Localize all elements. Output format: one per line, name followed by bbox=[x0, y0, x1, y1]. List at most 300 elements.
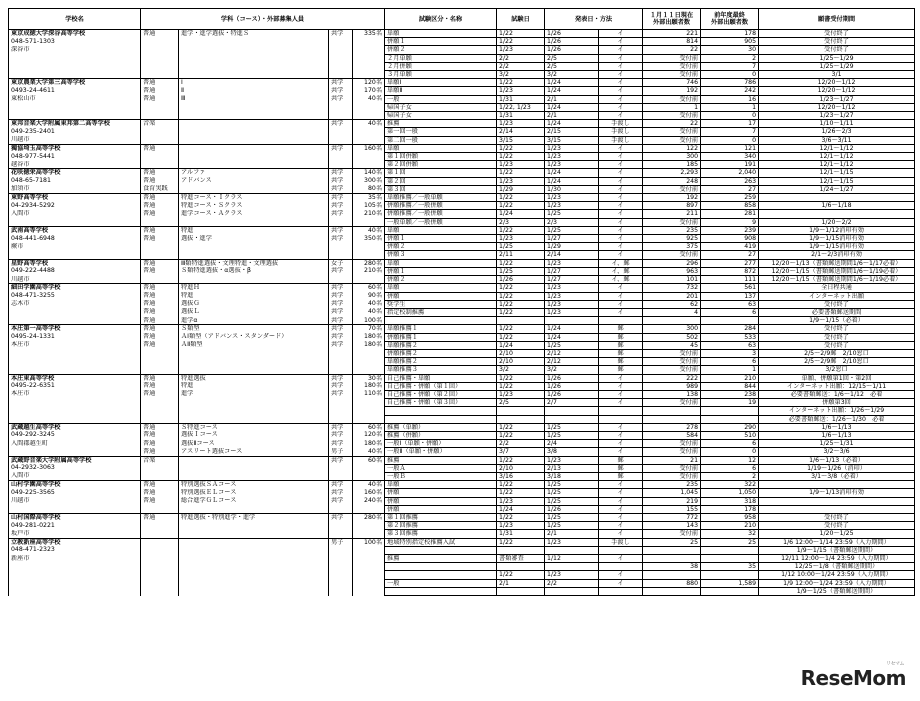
school-info-cell bbox=[9, 587, 141, 595]
header-current-applicants: １月１１日現在 外部出願者数 bbox=[643, 9, 701, 30]
dept-gender-cell bbox=[329, 218, 353, 226]
table-row bbox=[9, 120, 915, 128]
exam-date-cell: 1/23 bbox=[497, 46, 545, 54]
current-applicants-cell bbox=[643, 546, 701, 554]
dept-course-cell: 選抜Ｉコース bbox=[179, 431, 329, 439]
dept-field-cell: 普通 bbox=[141, 194, 179, 202]
school-info-cell: 新座市 bbox=[9, 555, 141, 563]
dept-course-cell bbox=[179, 505, 329, 513]
dept-capacity-cell bbox=[353, 415, 385, 423]
table-row bbox=[9, 62, 915, 70]
exam-date-cell: 2/11 bbox=[497, 251, 545, 259]
school-info-cell: 星野高等学校 bbox=[9, 259, 141, 267]
dept-field-cell: 普通 bbox=[141, 300, 179, 308]
school-info-cell: 川越市 bbox=[9, 276, 141, 284]
exam-date-cell: 1/31 bbox=[497, 112, 545, 120]
announce-date-cell: 2/5 bbox=[545, 54, 599, 62]
exam-name-cell: 第１回併願 bbox=[385, 153, 497, 161]
exam-name-cell: ２月単願 bbox=[385, 54, 497, 62]
dept-gender-cell bbox=[329, 415, 353, 423]
table-row bbox=[9, 218, 915, 226]
announce-method-cell: イ bbox=[599, 489, 643, 497]
exam-name-cell: 推薦 bbox=[385, 120, 497, 128]
table-row bbox=[9, 177, 915, 185]
dept-course-cell: アルファ bbox=[179, 169, 329, 177]
dept-capacity-cell: 350名 bbox=[353, 235, 385, 243]
application-period-cell: 単願、併願第1回・第2回 bbox=[759, 374, 915, 382]
last-year-applicants-cell: 277 bbox=[701, 259, 759, 267]
school-info-cell bbox=[9, 563, 141, 571]
dept-course-cell: 特進選抜・特別進学・進学 bbox=[179, 513, 329, 521]
application-period-cell: 1/6～1/13 bbox=[759, 423, 915, 431]
dept-field-cell: 普通 bbox=[141, 267, 179, 275]
dept-gender-cell: 共学 bbox=[329, 513, 353, 521]
announce-method-cell bbox=[599, 317, 643, 325]
dept-course-cell bbox=[179, 161, 329, 169]
dept-course-cell bbox=[179, 112, 329, 120]
exam-name-cell: 第３回 bbox=[385, 185, 497, 193]
school-info-cell: 坂戸市 bbox=[9, 530, 141, 538]
table-row bbox=[9, 284, 915, 292]
table-row bbox=[9, 71, 915, 79]
announce-method-cell: イ bbox=[599, 382, 643, 390]
announce-method-cell: 郵 bbox=[599, 349, 643, 357]
announce-method-cell: イ bbox=[599, 481, 643, 489]
school-info-cell: 049-292-3245 bbox=[9, 431, 141, 439]
current-applicants-cell: 受付前 bbox=[643, 218, 701, 226]
dept-field-cell: 普通 bbox=[141, 210, 179, 218]
table-row bbox=[9, 481, 915, 489]
dept-gender-cell: 共学 bbox=[329, 169, 353, 177]
header-exam-date: 試験日 bbox=[497, 9, 545, 30]
dept-gender-cell: 共学 bbox=[329, 284, 353, 292]
dept-course-cell bbox=[179, 251, 329, 259]
current-applicants-cell: 192 bbox=[643, 87, 701, 95]
application-period-cell: 受付終了 bbox=[759, 341, 915, 349]
last-year-applicants-cell: 318 bbox=[701, 497, 759, 505]
application-period-cell: 受付終了 bbox=[759, 30, 915, 38]
school-info-cell: 049-222-4488 bbox=[9, 267, 141, 275]
dept-course-cell: 総合進学ＧＬコース bbox=[179, 497, 329, 505]
announce-method-cell: イ bbox=[599, 390, 643, 398]
application-period-cell: 1/19～1/26（消印） bbox=[759, 464, 915, 472]
current-applicants-cell: 248 bbox=[643, 177, 701, 185]
last-year-applicants-cell: 32 bbox=[701, 530, 759, 538]
table-row bbox=[9, 374, 915, 382]
exam-date-cell: 3/2 bbox=[497, 366, 545, 374]
school-info-cell: 獨協埼玉高等学校 bbox=[9, 144, 141, 152]
dept-gender-cell: 女子 bbox=[329, 259, 353, 267]
application-period-cell: インターネット出願 bbox=[759, 292, 915, 300]
dept-capacity-cell bbox=[353, 251, 385, 259]
last-year-applicants-cell: 786 bbox=[701, 79, 759, 87]
exam-date-cell: 1/23 bbox=[497, 497, 545, 505]
dept-gender-cell bbox=[329, 161, 353, 169]
exam-name-cell bbox=[385, 546, 497, 554]
school-info-cell bbox=[9, 399, 141, 407]
dept-field-cell bbox=[141, 522, 179, 530]
exam-name-cell: 単願推薦２ bbox=[385, 358, 497, 366]
dept-course-cell bbox=[179, 399, 329, 407]
last-year-applicants-cell: 239 bbox=[701, 226, 759, 234]
last-year-applicants-cell: 6 bbox=[701, 308, 759, 316]
last-year-applicants-cell: 908 bbox=[701, 235, 759, 243]
dept-capacity-cell: 60名 bbox=[353, 456, 385, 464]
dept-field-cell bbox=[141, 407, 179, 415]
table-row bbox=[9, 136, 915, 144]
current-applicants-cell: 814 bbox=[643, 38, 701, 46]
table-row bbox=[9, 489, 915, 497]
last-year-applicants-cell: 290 bbox=[701, 423, 759, 431]
exam-date-cell: 1/22 bbox=[497, 571, 545, 579]
school-info-cell: 本庄市 bbox=[9, 341, 141, 349]
announce-date-cell: 1/23 bbox=[545, 538, 599, 546]
current-applicants-cell: 4 bbox=[643, 308, 701, 316]
dept-course-cell bbox=[179, 407, 329, 415]
dept-gender-cell bbox=[329, 38, 353, 46]
current-applicants-cell bbox=[643, 407, 701, 415]
school-info-cell: 加須市 bbox=[9, 185, 141, 193]
dept-capacity-cell bbox=[353, 530, 385, 538]
school-info-cell bbox=[9, 62, 141, 70]
application-period-cell: 1/23～1/27 bbox=[759, 95, 915, 103]
exam-name-cell: 単願 bbox=[385, 144, 497, 152]
dept-course-cell bbox=[179, 103, 329, 111]
application-period-cell: 12/1～1/12 bbox=[759, 161, 915, 169]
dept-course-cell: 進学コース・Ａクラス bbox=[179, 210, 329, 218]
announce-date-cell: 1/25 bbox=[545, 489, 599, 497]
table-row bbox=[9, 153, 915, 161]
announce-method-cell: イ bbox=[599, 571, 643, 579]
current-applicants-cell: 296 bbox=[643, 259, 701, 267]
announce-method-cell: イ bbox=[599, 202, 643, 210]
dept-course-cell: 選抜・進学 bbox=[179, 235, 329, 243]
announce-date-cell: 2/7 bbox=[545, 399, 599, 407]
announce-date-cell bbox=[545, 587, 599, 595]
last-year-applicants-cell: 30 bbox=[701, 46, 759, 54]
table-row bbox=[9, 325, 915, 333]
dept-course-cell: Ⅲ bbox=[179, 95, 329, 103]
dept-capacity-cell bbox=[353, 505, 385, 513]
last-year-applicants-cell: 0 bbox=[701, 71, 759, 79]
last-year-applicants-cell: 178 bbox=[701, 30, 759, 38]
exam-date-cell: 2/5 bbox=[497, 399, 545, 407]
last-year-applicants-cell: 111 bbox=[701, 276, 759, 284]
dept-capacity-cell: 210名 bbox=[353, 210, 385, 218]
application-period-cell: 3/1～3/8（必着） bbox=[759, 472, 915, 480]
dept-gender-cell bbox=[329, 349, 353, 357]
dept-gender-cell: 共学 bbox=[329, 226, 353, 234]
announce-date-cell: 1/23 bbox=[545, 194, 599, 202]
dept-course-cell bbox=[179, 472, 329, 480]
announce-method-cell: 郵 bbox=[599, 472, 643, 480]
table-row bbox=[9, 267, 915, 275]
header-announcement: 発表日・方法 bbox=[545, 9, 643, 30]
announce-method-cell: イ bbox=[599, 103, 643, 111]
dept-field-cell bbox=[141, 276, 179, 284]
current-applicants-cell: 21 bbox=[643, 456, 701, 464]
school-info-cell: 山村学園高等学校 bbox=[9, 481, 141, 489]
current-applicants-cell: 897 bbox=[643, 202, 701, 210]
dept-gender-cell: 共学 bbox=[329, 390, 353, 398]
dept-gender-cell bbox=[329, 276, 353, 284]
dept-field-cell: 普通 bbox=[141, 235, 179, 243]
exam-date-cell: 1/22 bbox=[497, 153, 545, 161]
dept-course-cell bbox=[179, 62, 329, 70]
dept-capacity-cell bbox=[353, 358, 385, 366]
dept-course-cell: 特進 bbox=[179, 382, 329, 390]
application-period-cell: 1/20～1/25 bbox=[759, 530, 915, 538]
dept-gender-cell bbox=[329, 555, 353, 563]
dept-course-cell bbox=[179, 71, 329, 79]
dept-field-cell bbox=[141, 243, 179, 251]
announce-method-cell: イ bbox=[599, 194, 643, 202]
dept-gender-cell: 共学 bbox=[329, 317, 353, 325]
last-year-applicants-cell: 25 bbox=[701, 538, 759, 546]
application-period-cell: 1/9～1/12消印有効 bbox=[759, 226, 915, 234]
announce-date-cell: 1/23 bbox=[545, 202, 599, 210]
dept-gender-cell bbox=[329, 136, 353, 144]
announce-method-cell: イ bbox=[599, 161, 643, 169]
current-applicants-cell: 925 bbox=[643, 235, 701, 243]
dept-field-cell: 普通 bbox=[141, 259, 179, 267]
announce-date-cell: 1/24 bbox=[545, 79, 599, 87]
application-period-cell: 1/25～1/31 bbox=[759, 440, 915, 448]
exam-date-cell: 1/22 bbox=[497, 226, 545, 234]
announce-method-cell: 郵 bbox=[599, 358, 643, 366]
last-year-applicants-cell: 284 bbox=[701, 325, 759, 333]
announce-date-cell: 1/26 bbox=[545, 390, 599, 398]
exam-name-cell: 併願３ bbox=[385, 251, 497, 259]
dept-capacity-cell bbox=[353, 464, 385, 472]
dept-course-cell: Ⅲ類特進選抜・文理特進・文理選抜 bbox=[179, 259, 329, 267]
table-row bbox=[9, 300, 915, 308]
dept-gender-cell: 共学 bbox=[329, 489, 353, 497]
dept-field-cell bbox=[141, 505, 179, 513]
exam-date-cell: 1/22 bbox=[497, 374, 545, 382]
application-period-cell: 全日程共通 bbox=[759, 284, 915, 292]
application-period-cell: 2/5～2/9郵 2/10窓口 bbox=[759, 358, 915, 366]
dept-course-cell bbox=[179, 571, 329, 579]
announce-method-cell: イ bbox=[599, 112, 643, 120]
table-row bbox=[9, 349, 915, 357]
dept-course-cell: Ｓ特進コース bbox=[179, 423, 329, 431]
announce-date-cell: 1/23 bbox=[545, 284, 599, 292]
exam-date-cell: 2/10 bbox=[497, 358, 545, 366]
dept-gender-cell: 共学 bbox=[329, 120, 353, 128]
dept-course-cell bbox=[179, 464, 329, 472]
announce-method-cell: 手渡し bbox=[599, 538, 643, 546]
exam-date-cell: 2/14 bbox=[497, 128, 545, 136]
announce-method-cell: イ、郵 bbox=[599, 267, 643, 275]
dept-course-cell: ＡⅠ類型（アドバンス・スタンダード） bbox=[179, 333, 329, 341]
school-info-cell: 本庄市 bbox=[9, 390, 141, 398]
dept-course-cell: 選抜Ⅱコース bbox=[179, 440, 329, 448]
announce-date-cell: 1/25 bbox=[545, 522, 599, 530]
dept-capacity-cell bbox=[353, 555, 385, 563]
application-period-cell: 2/1～2/3消印有効 bbox=[759, 251, 915, 259]
announce-method-cell: イ bbox=[599, 513, 643, 521]
table-row bbox=[9, 185, 915, 193]
table-row bbox=[9, 308, 915, 316]
exam-name-cell: 単願 bbox=[385, 481, 497, 489]
exam-date-cell: 2/3 bbox=[497, 218, 545, 226]
table-row bbox=[9, 235, 915, 243]
dept-gender-cell: 共学 bbox=[329, 440, 353, 448]
announce-date-cell: 1/25 bbox=[545, 210, 599, 218]
last-year-applicants-cell: 121 bbox=[701, 144, 759, 152]
table-row bbox=[9, 497, 915, 505]
current-applicants-cell: 受付前 bbox=[643, 62, 701, 70]
last-year-applicants-cell: 210 bbox=[701, 522, 759, 530]
table-row bbox=[9, 431, 915, 439]
dept-course-cell bbox=[179, 522, 329, 530]
announce-method-cell: イ bbox=[599, 38, 643, 46]
application-period-cell bbox=[759, 481, 915, 489]
exam-date-cell: 2/2 bbox=[497, 54, 545, 62]
announce-date-cell bbox=[545, 317, 599, 325]
dept-gender-cell: 共学 bbox=[329, 292, 353, 300]
announce-method-cell bbox=[599, 546, 643, 554]
dept-field-cell: 普通 bbox=[141, 317, 179, 325]
application-period-cell: 1/23～1/27 bbox=[759, 112, 915, 120]
dept-capacity-cell: 40名 bbox=[353, 120, 385, 128]
announce-method-cell: イ bbox=[599, 243, 643, 251]
exam-name-cell: 自己推薦・併願（第２回） bbox=[385, 390, 497, 398]
dept-gender-cell bbox=[329, 46, 353, 54]
dept-gender-cell bbox=[329, 546, 353, 554]
dept-gender-cell: 男子 bbox=[329, 538, 353, 546]
current-applicants-cell: 375 bbox=[643, 243, 701, 251]
exam-name-cell: 単願 bbox=[385, 259, 497, 267]
announce-method-cell: イ bbox=[599, 374, 643, 382]
last-year-applicants-cell: 844 bbox=[701, 382, 759, 390]
application-period-cell: 12/20～1/15（書類郵送期間1/6～1/19必着） bbox=[759, 276, 915, 284]
dept-field-cell: 普通 bbox=[141, 333, 179, 341]
exam-name-cell: 単願Ⅰ bbox=[385, 79, 497, 87]
announce-method-cell: 郵 bbox=[599, 464, 643, 472]
announce-method-cell: イ bbox=[599, 153, 643, 161]
dept-capacity-cell: 90名 bbox=[353, 292, 385, 300]
dept-field-cell: 普通 bbox=[141, 325, 179, 333]
table-row bbox=[9, 579, 915, 587]
exam-date-cell: 2/1 bbox=[497, 579, 545, 587]
exam-name-cell: 帰国子女 bbox=[385, 112, 497, 120]
dept-capacity-cell: 120名 bbox=[353, 79, 385, 87]
dept-field-cell bbox=[141, 218, 179, 226]
exam-name-cell bbox=[385, 407, 497, 415]
current-applicants-cell: 101 bbox=[643, 276, 701, 284]
application-period-cell: 1/9 12:00～1/24 23:59（入力期間） bbox=[759, 579, 915, 587]
current-applicants-cell: 1,045 bbox=[643, 489, 701, 497]
table-row bbox=[9, 103, 915, 111]
exam-date-cell: 1/26 bbox=[497, 276, 545, 284]
dept-field-cell bbox=[141, 136, 179, 144]
dept-course-cell bbox=[179, 555, 329, 563]
dept-gender-cell: 共学 bbox=[329, 481, 353, 489]
school-info-cell: 048-471-2323 bbox=[9, 546, 141, 554]
dept-gender-cell: 共学 bbox=[329, 95, 353, 103]
exam-date-cell: 2/10 bbox=[497, 349, 545, 357]
dept-course-cell bbox=[179, 54, 329, 62]
dept-field-cell: 普通 bbox=[141, 481, 179, 489]
exam-date-cell: 3/16 bbox=[497, 472, 545, 480]
announce-date-cell bbox=[545, 415, 599, 423]
dept-course-cell bbox=[179, 128, 329, 136]
dept-field-cell: 普通 bbox=[141, 440, 179, 448]
announce-date-cell: 1/24 bbox=[545, 177, 599, 185]
logo-subtext: リセマム bbox=[886, 661, 904, 667]
dept-gender-cell bbox=[329, 464, 353, 472]
table-row bbox=[9, 399, 915, 407]
school-info-cell: 東松山市 bbox=[9, 95, 141, 103]
exam-name-cell: 推薦 bbox=[385, 456, 497, 464]
dept-course-cell bbox=[179, 563, 329, 571]
exam-date-cell bbox=[497, 317, 545, 325]
dept-gender-cell bbox=[329, 153, 353, 161]
dept-course-cell: 特別選抜ＳＡコース bbox=[179, 481, 329, 489]
dept-capacity-cell: 180名 bbox=[353, 341, 385, 349]
exam-date-cell: 3/7 bbox=[497, 448, 545, 456]
school-info-cell bbox=[9, 251, 141, 259]
table-row bbox=[9, 194, 915, 202]
dept-field-cell: 普通 bbox=[141, 431, 179, 439]
school-info-cell bbox=[9, 103, 141, 111]
dept-course-cell: アスリート選抜コース bbox=[179, 448, 329, 456]
announce-method-cell: イ bbox=[599, 210, 643, 218]
dept-course-cell: 特進選抜 bbox=[179, 374, 329, 382]
school-info-cell: 川越市 bbox=[9, 497, 141, 505]
dept-course-cell: 特進 bbox=[179, 292, 329, 300]
dept-gender-cell bbox=[329, 505, 353, 513]
last-year-applicants-cell: 510 bbox=[701, 431, 759, 439]
announce-method-cell: イ bbox=[599, 185, 643, 193]
table-row bbox=[9, 95, 915, 103]
exam-name-cell: 第２回推薦 bbox=[385, 522, 497, 530]
school-info-cell: 蕨市 bbox=[9, 243, 141, 251]
logo-text: ReseMom bbox=[800, 666, 906, 690]
table-row bbox=[9, 464, 915, 472]
exam-date-cell: 1/22 bbox=[497, 325, 545, 333]
announce-method-cell: 手渡し bbox=[599, 120, 643, 128]
dept-course-cell: 進学α bbox=[179, 317, 329, 325]
last-year-applicants-cell: 6 bbox=[701, 440, 759, 448]
school-info-cell: 東京農業大学第三高等学校 bbox=[9, 79, 141, 87]
announce-date-cell: 1/26 bbox=[545, 30, 599, 38]
table-row bbox=[9, 382, 915, 390]
current-applicants-cell: 1 bbox=[643, 103, 701, 111]
application-period-cell: 3/2窓口 bbox=[759, 366, 915, 374]
dept-gender-cell: 共学 bbox=[329, 30, 353, 38]
last-year-applicants-cell: 958 bbox=[701, 513, 759, 521]
exam-date-cell: 1/22 bbox=[497, 202, 545, 210]
dept-gender-cell bbox=[329, 399, 353, 407]
application-period-cell: 3/2～3/6 bbox=[759, 448, 915, 456]
dept-capacity-cell: 335名 bbox=[353, 30, 385, 38]
table-row bbox=[9, 46, 915, 54]
current-applicants-cell: 受付前 bbox=[643, 399, 701, 407]
table-row bbox=[9, 259, 915, 267]
school-info-cell: 048-65-7181 bbox=[9, 177, 141, 185]
dept-course-cell: Ｓ類型 bbox=[179, 325, 329, 333]
dept-gender-cell: 共学 bbox=[329, 456, 353, 464]
last-year-applicants-cell: 137 bbox=[701, 292, 759, 300]
announce-date-cell: 1/26 bbox=[545, 382, 599, 390]
exam-name-cell: 第１回 bbox=[385, 169, 497, 177]
dept-gender-cell: 共学 bbox=[329, 382, 353, 390]
dept-capacity-cell: 180名 bbox=[353, 382, 385, 390]
announce-date-cell: 1/23 bbox=[545, 308, 599, 316]
